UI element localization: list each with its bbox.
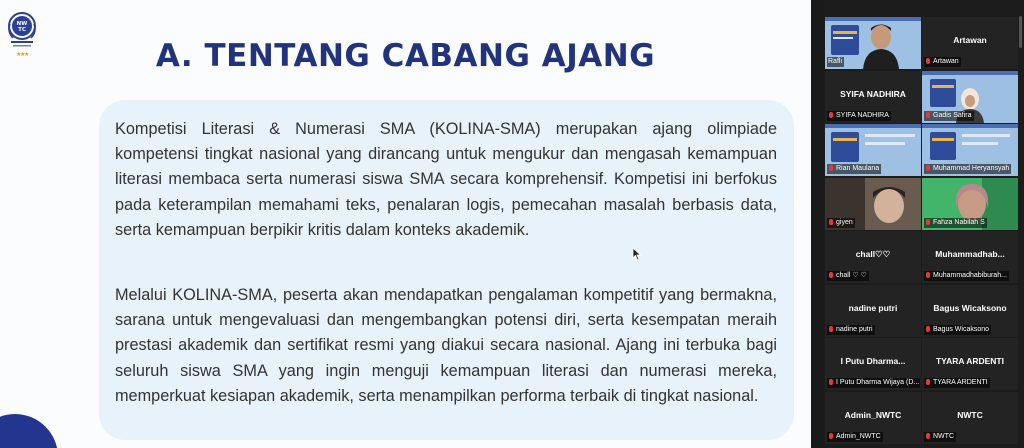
muted-mic-icon	[926, 326, 930, 332]
muted-mic-icon	[829, 112, 833, 118]
participant-tile-muhammad-heryansyah[interactable]	[922, 124, 1018, 176]
decorative-blob	[0, 414, 58, 448]
participant-display-name: Admin_NWTC	[844, 410, 902, 420]
mouse-cursor-icon	[632, 247, 642, 261]
participant-label: Gadis Safira	[924, 111, 974, 121]
svg-text:★: ★	[16, 51, 22, 58]
participant-label: NWTC	[924, 432, 956, 442]
participant-label: Muhammadhabiburah...	[924, 271, 1009, 281]
participant-tile-gadis[interactable]	[922, 71, 1018, 123]
muted-mic-icon	[829, 219, 833, 225]
participant-label: Admin_NWTC	[827, 432, 883, 442]
participant-label: Rian Maulana	[827, 164, 881, 174]
participant-display-name: Artawan	[953, 35, 987, 45]
participant-label: SYIFA NADHIRA	[827, 111, 891, 121]
participant-display-name: SYIFA NADHIRA	[840, 89, 906, 99]
participant-tile-tyara[interactable]	[922, 338, 1018, 390]
participant-tile-i-putu[interactable]	[825, 338, 921, 390]
participant-tile-fahza[interactable]	[922, 178, 1018, 230]
svg-text:TC: TC	[18, 27, 26, 33]
participant-label: nadine putri	[827, 325, 875, 335]
participant-label: chall ♡ ♡	[827, 271, 869, 281]
muted-mic-icon	[829, 326, 833, 332]
participant-label: I Putu Dharma Wijaya (D...	[827, 378, 920, 388]
participant-label: Artawan	[924, 57, 961, 67]
muted-mic-icon	[926, 272, 930, 278]
slide-title: A. TENTANG CABANG AJANG	[155, 38, 656, 74]
participant-display-name: TYARA ARDENTI	[935, 356, 1004, 366]
participants-gallery	[824, 0, 1024, 448]
participant-tile-rafli[interactable]	[825, 17, 921, 69]
svg-text:★: ★	[24, 51, 30, 58]
participant-tile-bagus[interactable]	[922, 285, 1018, 337]
participant-tile-nadine[interactable]	[825, 285, 921, 337]
participant-display-name: chall♡♡	[855, 249, 891, 259]
panel-divider	[811, 0, 824, 448]
participant-display-name: Bagus Wicaksono	[933, 303, 1007, 313]
muted-mic-icon	[926, 433, 930, 439]
muted-mic-icon	[829, 272, 833, 278]
muted-mic-icon	[829, 433, 833, 439]
muted-mic-icon	[829, 165, 833, 171]
gallery-scrollbar[interactable]	[1019, 16, 1022, 48]
participant-tile-rian[interactable]	[825, 124, 921, 176]
participant-label: Rafli	[828, 58, 843, 65]
participant-tile-chall[interactable]	[825, 231, 921, 283]
svg-text:★: ★	[20, 51, 26, 58]
muted-mic-icon	[926, 58, 930, 64]
participant-label: Muhammad Heryansyah	[924, 164, 1011, 174]
svg-text:NW: NW	[16, 21, 28, 27]
participant-label: giyen	[827, 218, 855, 228]
participant-display-name: nadine putri	[848, 303, 898, 313]
muted-mic-icon	[829, 379, 833, 385]
participant-tile-artawan[interactable]	[922, 17, 1018, 69]
paragraph-2: Melalui KOLINA-SMA, peserta akan mendapatkan pengalaman kompetitif yang bermakna, sarana untuk mengevaluasi dan mengembangkan potensi diri, serta kesempatan meraih prestasi akademik dan sertifikat resmi yang diakui secara nasional. Ajang ini terbuka bagi seluruh siswa SMA yang ingin menguji kemampuan literasi dan numerasi mereka, memperkuat kesiapan akademik, serta menampilkan performa terbaik di tingkat nasional.	[115, 286, 777, 405]
participant-tile-giyen[interactable]	[825, 178, 921, 230]
participant-display-name: I Putu Dharma...	[840, 356, 906, 366]
participant-display-name: Muhammadhab...	[935, 249, 1005, 259]
participant-tile-syifa[interactable]	[825, 71, 921, 123]
muted-mic-icon	[926, 165, 930, 171]
participant-tile-muhammadhab[interactable]	[922, 231, 1018, 283]
muted-mic-icon	[926, 112, 930, 118]
muted-mic-icon	[926, 219, 930, 225]
muted-mic-icon	[926, 379, 930, 385]
participant-display-name: NWTC	[957, 410, 983, 420]
participant-label: Bagus Wicaksono	[924, 325, 991, 335]
participant-tile-nwtc[interactable]	[922, 392, 1018, 444]
participant-label: Fahza Nabilah S	[924, 218, 987, 228]
participant-label: TYARA ARDENTI	[924, 378, 990, 388]
paragraph-1: Kompetisi Literasi & Numerasi SMA (KOLINA-SMA) merupakan ajang olimpiade kompetensi tingkat nasional yang dirancang untuk mengukur dan mengasah kemampuan literasi membaca serta numerasi siswa SMA secara komprehensif. Kompetisi ini berfokus pada keterampilan memahami teks, penalaran logis, pemecahan masalah berbasis data, serta kemampuan berpikir kritis dalam konteks akademik.	[115, 120, 777, 239]
participant-tile-admin-nwtc[interactable]	[825, 392, 921, 444]
